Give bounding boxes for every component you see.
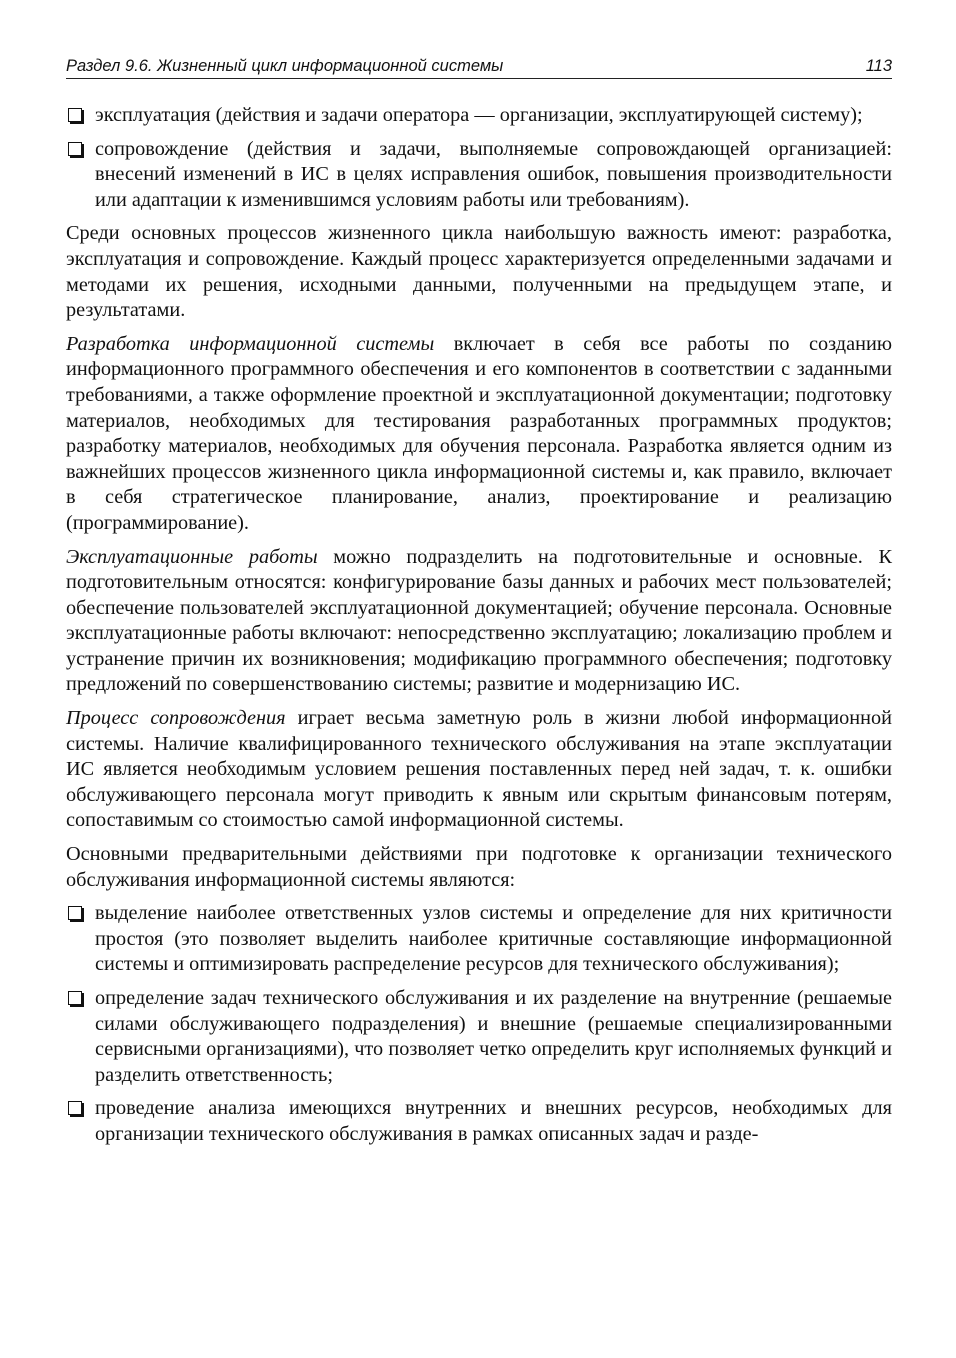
list-item <box>66 986 892 1088</box>
book-page <box>66 56 892 1156</box>
list-item <box>66 137 892 214</box>
list-item <box>66 901 892 978</box>
checkbox-bullet-icon <box>68 108 82 122</box>
paragraph-text: играет весьма заметную роль в жизни любой информационной системы. Наличие квалифицированного технического обслуживания на этапе эксплуатации ИС является необходимым условием решения поставленных перед ней задач, т. к. ошибки обслуживающего персонала могут приводить к явным или скрытым финансовым потерям, сопоставимым со стоимостью самой информационной системы. <box>66 707 892 832</box>
page-number: 113 <box>865 57 892 75</box>
paragraph <box>66 545 892 699</box>
list-item-text: определение задач технического обслуживания и их разделение на внутренние (решаемые силами обслуживающего подразделения) и внешние (решаемые специализированными сервисными организациями), что позволяет четко определить круг исполняемых функций и разделить ответственность; <box>95 987 892 1086</box>
running-header <box>66 56 892 79</box>
checkbox-bullet-icon <box>68 906 82 920</box>
term-operation: Эксплуатационные работы <box>66 545 318 568</box>
list-item <box>66 1096 892 1147</box>
term-development: Разработка информационной системы <box>66 332 435 355</box>
term-maintenance: Процесс сопровождения <box>66 707 286 730</box>
section-title: Раздел 9.6. Жизненный цикл информационной системы <box>66 57 504 75</box>
list-item-text: выделение наиболее ответственных узлов системы и определение для них критичности простоя (это позволяет выделить наиболее критичные составляющие информационной системы и оптимизировать распределение ресурсов для технического обслуживания); <box>95 902 892 976</box>
list-item-text: сопровождение (действия и задачи, выполняемые сопровождающей организацией: внесений изменений в ИС в целях исправления ошибок, повышения производительности или адаптации к изменившимся условиям работы или требованиям). <box>95 137 892 211</box>
paragraph: Основными предварительными действиями при подготовке к организации технического обслуживания информационной системы являются: <box>66 843 892 891</box>
list-item-text: проведение анализа имеющихся внутренних и внешних ресурсов, необходимых для организации технического обслуживания в рамках описанных задач и разде- <box>95 1097 892 1145</box>
page-body <box>66 103 892 1148</box>
paragraph-text: можно подразделить на подготовительные и основные. К подготовительным относятся: конфигурирование базы данных и рабочих мест пользователей; обеспечение пользователей эксплуатационной документацией; обучение персонала. Основные эксплуатационные работы включают: непосредственно эксплуатацию; локализацию проблем и устранение причин их возникновения; модификацию программного обеспечения; подготовку предложений по совершенствованию системы; развитие и модернизацию ИС. <box>66 545 893 696</box>
checkbox-bullet-icon <box>68 1101 82 1115</box>
list-item-text: эксплуатация (действия и задачи оператора — организации, эксплуатирующей систему); <box>95 104 863 126</box>
list-item <box>66 103 892 129</box>
paragraph <box>66 332 892 537</box>
checkbox-bullet-icon <box>68 142 82 156</box>
paragraph-text: включает в себя все работы по созданию информационного программного обеспечения и его компонентов в соответствии с заданными требованиями, а также оформление проектной и эксплуатационной документации; подготовку материалов, необходимых для тестирования разработанных программных продуктов; разработку материалов, необходимых для обучения персонала. Разработка является одним из важнейших процессов жизненного цикла информационной системы и, как правило, включает в себя стратегическое планирование, анализ, проектирование и реализацию (программирование). <box>66 332 892 534</box>
checkbox-bullet-icon <box>68 991 82 1005</box>
paragraph: Среди основных процессов жизненного цикла наибольшую важность имеют: разработка, эксплуатация и сопровождение. Каждый процесс характеризуется определенными задачами и методами их решения, исходными данными, полученными на предыдущем этапе, и результатами. <box>66 222 892 322</box>
paragraph <box>66 706 892 834</box>
